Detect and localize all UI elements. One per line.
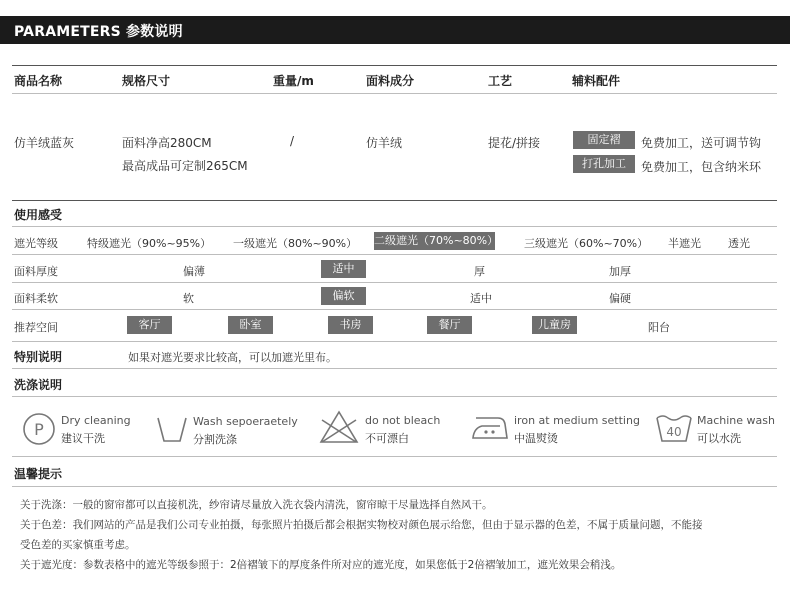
softness-option: 适中 bbox=[470, 292, 492, 305]
wash-label-zh: 中温熨烫 bbox=[514, 432, 558, 445]
shading-label: 遮光等级 bbox=[14, 237, 58, 250]
title-bar bbox=[0, 16, 790, 44]
col-header-size: 规格尺寸 bbox=[122, 74, 171, 88]
shading-option: 透光 bbox=[728, 237, 750, 250]
divider bbox=[12, 456, 777, 457]
product-name: 仿羊绒蓝灰 bbox=[14, 136, 75, 150]
size-line-1: 面料净高280CM bbox=[122, 136, 212, 150]
tip-line: 关于色差：我们网站的产品是我们公司专业拍摄，每张照片拍摄后都会根据实物校对颜色展示给您，但由于显示器的色差，不属于质量问题，不能接 bbox=[20, 519, 703, 531]
wash-label-en: do not bleach bbox=[365, 414, 441, 427]
col-header-accessories: 辅料配件 bbox=[572, 74, 621, 88]
page-title: PARAMETERS 参数说明 bbox=[14, 24, 183, 40]
fabric-value: 仿羊绒 bbox=[366, 136, 403, 150]
divider bbox=[12, 368, 777, 369]
shading-option: 特级遮光（90%~95%） bbox=[87, 237, 212, 250]
divider bbox=[12, 200, 777, 201]
wash-temperature: 40 bbox=[666, 425, 682, 439]
accessory-text-pleat: 免费加工，送可调节钩 bbox=[641, 136, 762, 150]
craft-value: 提花/拼接 bbox=[488, 136, 541, 150]
rooms-label: 推荐空间 bbox=[14, 321, 58, 334]
divider bbox=[12, 93, 777, 94]
col-header-craft: 工艺 bbox=[488, 74, 513, 88]
col-header-weight: 重量/m bbox=[273, 74, 314, 88]
wash-label-en: Wash sepoeraetely bbox=[193, 415, 298, 428]
divider bbox=[12, 396, 777, 397]
wash-label-zh: 建议干洗 bbox=[61, 432, 105, 445]
room-tag-bedroom: 卧室 bbox=[228, 316, 273, 334]
shading-option: 三级遮光（60%~70%） bbox=[524, 237, 649, 250]
special-section-title: 特别说明 bbox=[14, 350, 63, 364]
shading-option: 一级遮光（80%~90%） bbox=[233, 237, 358, 250]
separate-wash-icon bbox=[155, 414, 189, 444]
thickness-option: 厚 bbox=[474, 265, 485, 278]
col-header-name: 商品名称 bbox=[14, 74, 63, 88]
no-bleach-icon bbox=[318, 409, 360, 445]
thickness-option: 偏薄 bbox=[183, 265, 205, 278]
accessory-tag-punch: 打孔加工 bbox=[573, 155, 635, 173]
shading-option-selected: 二级遮光（70%~80%） bbox=[374, 232, 495, 250]
wash-label-zh: 不可漂白 bbox=[365, 432, 409, 445]
room-tag-dining: 餐厅 bbox=[427, 316, 472, 334]
softness-option: 软 bbox=[183, 292, 194, 305]
softness-label: 面料柔软 bbox=[14, 292, 58, 305]
divider bbox=[12, 65, 777, 66]
wash-label-zh: 分割洗涤 bbox=[193, 433, 237, 446]
room-option-balcony: 阳台 bbox=[648, 321, 670, 334]
divider bbox=[12, 282, 777, 283]
softness-option-selected: 偏软 bbox=[321, 287, 366, 305]
washing-section-title: 洗涤说明 bbox=[14, 378, 63, 392]
wash-label-en: Machine wash bbox=[697, 414, 775, 427]
divider bbox=[12, 254, 777, 255]
divider bbox=[12, 309, 777, 310]
dry-clean-icon bbox=[22, 412, 56, 446]
room-tag-kids: 儿童房 bbox=[532, 316, 577, 334]
divider bbox=[12, 226, 777, 227]
room-tag-living: 客厅 bbox=[127, 316, 172, 334]
tip-line: 关于洗涤：一般的窗帘都可以直接机洗，纱帘请尽量放入洗衣袋内清洗，窗帘晾干尽量选择自然风干。 bbox=[20, 499, 493, 511]
special-note-text: 如果对遮光要求比较高，可以加遮光里布。 bbox=[128, 351, 337, 364]
wash-label-en: Dry cleaning bbox=[61, 414, 131, 427]
tips-section-title: 温馨提示 bbox=[14, 467, 63, 481]
divider bbox=[12, 341, 777, 342]
wash-label-zh: 可以水洗 bbox=[697, 432, 741, 445]
tip-line: 受色差的买家慎重考虑。 bbox=[20, 539, 136, 551]
size-line-2: 最高成品可定制265CM bbox=[122, 159, 248, 173]
tip-line: 关于遮光度：参数表格中的遮光等级参照于：2倍褶皱下的厚度条件所对应的遮光度，如果您低于2倍褶皱加工，遮光效果会稍浅。 bbox=[20, 559, 622, 571]
wash-label-en: iron at medium setting bbox=[514, 414, 640, 427]
usage-section-title: 使用感受 bbox=[14, 208, 63, 222]
room-tag-study: 书房 bbox=[328, 316, 373, 334]
divider bbox=[12, 486, 777, 487]
iron-icon bbox=[470, 414, 510, 442]
thickness-option: 加厚 bbox=[609, 265, 631, 278]
thickness-option-selected: 适中 bbox=[321, 260, 366, 278]
col-header-fabric: 面料成分 bbox=[366, 74, 415, 88]
svg-text:P: P bbox=[34, 420, 44, 439]
softness-option: 偏硬 bbox=[609, 292, 631, 305]
accessory-tag-pleat: 固定褶 bbox=[573, 131, 635, 149]
machine-wash-icon bbox=[655, 410, 693, 444]
weight-value: / bbox=[290, 134, 295, 148]
accessory-text-punch: 免费加工，包含纳米环 bbox=[641, 160, 762, 174]
thickness-label: 面料厚度 bbox=[14, 265, 58, 278]
shading-option: 半遮光 bbox=[668, 237, 701, 250]
